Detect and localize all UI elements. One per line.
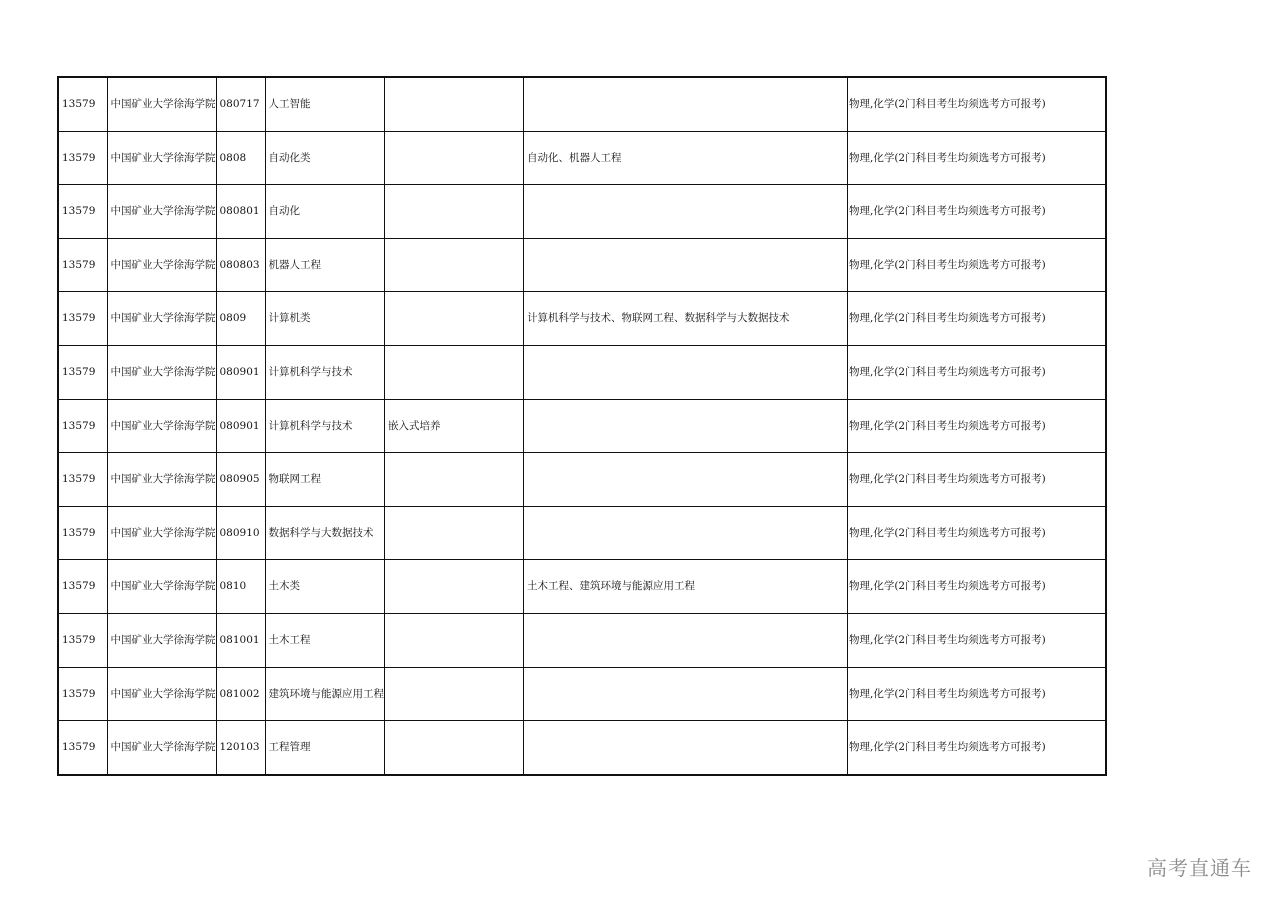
table-row	[58, 613, 1106, 667]
major-code-cell: 081002	[216, 667, 265, 721]
note-cell	[385, 345, 524, 399]
school-code-cell: 13579	[58, 506, 107, 560]
school-code-cell: 13579	[58, 667, 107, 721]
major-code-cell: 080910	[216, 506, 265, 560]
table-row	[58, 399, 1106, 453]
table-row	[58, 238, 1106, 292]
school-name-cell: 中国矿业大学徐海学院	[107, 292, 216, 346]
school-code-cell: 13579	[58, 238, 107, 292]
major-name-cell: 计算机类	[265, 292, 385, 346]
school-name-cell: 中国矿业大学徐海学院	[107, 77, 216, 131]
included-majors-cell	[524, 238, 848, 292]
school-code-cell: 13579	[58, 185, 107, 239]
note-cell	[385, 77, 524, 131]
watermark-text: 高考直通车	[1147, 856, 1252, 880]
school-name-cell: 中国矿业大学徐海学院	[107, 345, 216, 399]
major-name-cell: 机器人工程	[265, 238, 385, 292]
school-name-cell: 中国矿业大学徐海学院	[107, 667, 216, 721]
included-majors-cell	[524, 185, 848, 239]
major-code-cell: 0808	[216, 131, 265, 185]
note-cell	[385, 131, 524, 185]
major-name-cell: 数据科学与大数据技术	[265, 506, 385, 560]
note-cell: 嵌入式培养	[385, 399, 524, 453]
included-majors-cell: 计算机科学与技术、物联网工程、数据科学与大数据技术	[524, 292, 848, 346]
subject-requirement-cell: 物理,化学(2门科目考生均须选考方可报考)	[848, 721, 1106, 775]
major-name-cell: 土木工程	[265, 613, 385, 667]
major-code-cell: 080905	[216, 453, 265, 507]
note-cell	[385, 667, 524, 721]
major-name-cell: 土木类	[265, 560, 385, 614]
enrollment-table	[57, 76, 1107, 776]
major-name-cell: 工程管理	[265, 721, 385, 775]
major-code-cell: 081001	[216, 613, 265, 667]
included-majors-cell	[524, 506, 848, 560]
school-code-cell: 13579	[58, 131, 107, 185]
included-majors-cell	[524, 667, 848, 721]
included-majors-cell	[524, 721, 848, 775]
table-row	[58, 721, 1106, 775]
major-name-cell: 人工智能	[265, 77, 385, 131]
note-cell	[385, 238, 524, 292]
included-majors-cell	[524, 613, 848, 667]
note-cell	[385, 721, 524, 775]
table-row	[58, 77, 1106, 131]
note-cell	[385, 506, 524, 560]
included-majors-cell: 自动化、机器人工程	[524, 131, 848, 185]
note-cell	[385, 185, 524, 239]
major-code-cell: 080901	[216, 345, 265, 399]
school-code-cell: 13579	[58, 292, 107, 346]
subject-requirement-cell: 物理,化学(2门科目考生均须选考方可报考)	[848, 453, 1106, 507]
table-row	[58, 667, 1106, 721]
subject-requirement-cell: 物理,化学(2门科目考生均须选考方可报考)	[848, 506, 1106, 560]
included-majors-cell	[524, 399, 848, 453]
major-code-cell: 080803	[216, 238, 265, 292]
major-code-cell: 0810	[216, 560, 265, 614]
table-row	[58, 185, 1106, 239]
school-name-cell: 中国矿业大学徐海学院	[107, 560, 216, 614]
table-row	[58, 131, 1106, 185]
subject-requirement-cell: 物理,化学(2门科目考生均须选考方可报考)	[848, 667, 1106, 721]
major-name-cell: 物联网工程	[265, 453, 385, 507]
table-row	[58, 292, 1106, 346]
included-majors-cell: 土木工程、建筑环境与能源应用工程	[524, 560, 848, 614]
major-name-cell: 建筑环境与能源应用工程	[265, 667, 385, 721]
major-code-cell: 0809	[216, 292, 265, 346]
school-name-cell: 中国矿业大学徐海学院	[107, 399, 216, 453]
school-name-cell: 中国矿业大学徐海学院	[107, 238, 216, 292]
major-code-cell: 080717	[216, 77, 265, 131]
school-code-cell: 13579	[58, 345, 107, 399]
major-name-cell: 计算机科学与技术	[265, 345, 385, 399]
subject-requirement-cell: 物理,化学(2门科目考生均须选考方可报考)	[848, 345, 1106, 399]
included-majors-cell	[524, 345, 848, 399]
included-majors-cell	[524, 77, 848, 131]
table-row	[58, 453, 1106, 507]
note-cell	[385, 560, 524, 614]
major-name-cell: 计算机科学与技术	[265, 399, 385, 453]
school-name-cell: 中国矿业大学徐海学院	[107, 453, 216, 507]
note-cell	[385, 613, 524, 667]
school-code-cell: 13579	[58, 399, 107, 453]
school-code-cell: 13579	[58, 560, 107, 614]
school-name-cell: 中国矿业大学徐海学院	[107, 506, 216, 560]
table-row	[58, 345, 1106, 399]
major-code-cell: 120103	[216, 721, 265, 775]
subject-requirement-cell: 物理,化学(2门科目考生均须选考方可报考)	[848, 292, 1106, 346]
school-name-cell: 中国矿业大学徐海学院	[107, 185, 216, 239]
subject-requirement-cell: 物理,化学(2门科目考生均须选考方可报考)	[848, 560, 1106, 614]
table-body	[58, 77, 1106, 775]
major-name-cell: 自动化	[265, 185, 385, 239]
school-name-cell: 中国矿业大学徐海学院	[107, 131, 216, 185]
included-majors-cell	[524, 453, 848, 507]
subject-requirement-cell: 物理,化学(2门科目考生均须选考方可报考)	[848, 185, 1106, 239]
subject-requirement-cell: 物理,化学(2门科目考生均须选考方可报考)	[848, 131, 1106, 185]
subject-requirement-cell: 物理,化学(2门科目考生均须选考方可报考)	[848, 399, 1106, 453]
subject-requirement-cell: 物理,化学(2门科目考生均须选考方可报考)	[848, 77, 1106, 131]
major-name-cell: 自动化类	[265, 131, 385, 185]
school-name-cell: 中国矿业大学徐海学院	[107, 613, 216, 667]
subject-requirement-cell: 物理,化学(2门科目考生均须选考方可报考)	[848, 613, 1106, 667]
note-cell	[385, 453, 524, 507]
school-name-cell: 中国矿业大学徐海学院	[107, 721, 216, 775]
school-code-cell: 13579	[58, 77, 107, 131]
school-code-cell: 13579	[58, 453, 107, 507]
school-code-cell: 13579	[58, 613, 107, 667]
table-row	[58, 560, 1106, 614]
note-cell	[385, 292, 524, 346]
school-code-cell: 13579	[58, 721, 107, 775]
table-row	[58, 506, 1106, 560]
major-code-cell: 080801	[216, 185, 265, 239]
major-code-cell: 080901	[216, 399, 265, 453]
subject-requirement-cell: 物理,化学(2门科目考生均须选考方可报考)	[848, 238, 1106, 292]
